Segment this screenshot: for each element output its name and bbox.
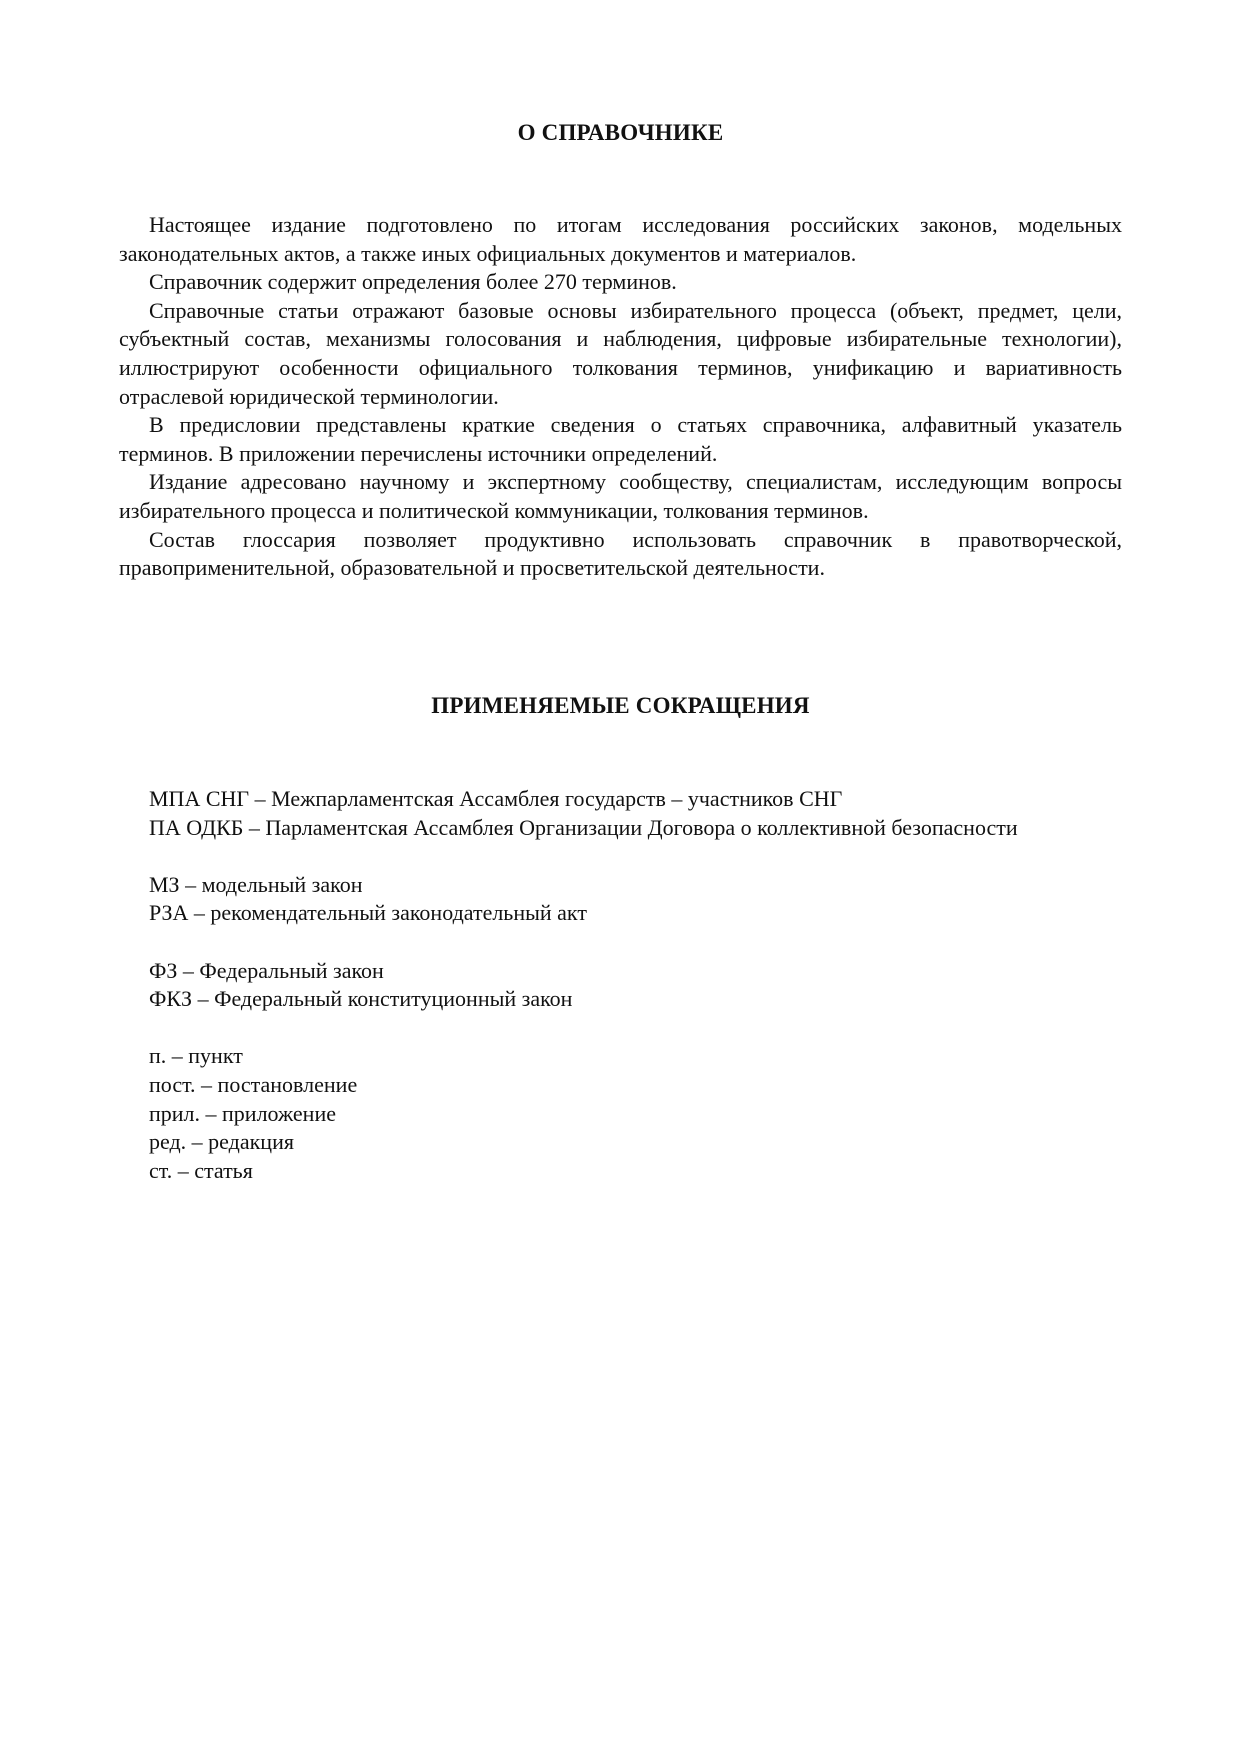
about-paragraph: Состав глоссария позволяет продуктивно использовать справочник в правотворческой, правоприменительной, образовательной и просветительской деятельности. [119,526,1122,581]
abbreviation-item: прил. – приложение [149,1100,336,1126]
abbreviation-item: ред. – редакция [149,1129,294,1155]
about-paragraph: Справочные статьи отражают базовые основы избирательного процесса (объект, предмет, цели, субъектный состав, механизмы голосования и наблюдения, цифровые избирательные технологии), иллюстрируют особенности официального толкования терминов, унификацию и вариативность отраслевой юридической терминологии. [119,297,1122,409]
abbreviation-item: МПА СНГ – Межпарламентская Ассамблея государств – участников СНГ [149,786,843,811]
about-paragraph: Издание адресовано научному и экспертному сообществу, специалистам, исследующим вопросы избирательного процесса и политической коммуникации, толкования терминов. [119,469,1122,523]
abbreviation-item: РЗА – рекомендательный законодательный акт [149,900,587,926]
abbreviation-item: МЗ – модельный закон [149,871,363,897]
abbreviation-item: ФЗ – Федеральный закон [149,957,384,983]
abbreviation-group-organizations [119,785,1122,842]
about-paragraph: Настоящее издание подготовлено по итогам исследования российских законов, модельных законодательных актов, а также иных официальных документов и материалов. [119,212,1122,266]
abbreviation-item: п. – пункт [149,1043,243,1069]
abbreviation-item: ПА ОДКБ – Парламентская Ассамблея Организации Договора о коллективной безопасности [149,814,1018,840]
about-paragraph: Справочник содержит определения более 270 терминов. [149,269,677,295]
about-body [119,211,1122,583]
abbreviation-item: ФКЗ – Федеральный конституционный закон [149,986,573,1012]
abbreviation-group-federal-laws [119,957,1122,1014]
about-paragraph: В предисловии представлены краткие сведения о статьях справочника, алфавитный указатель терминов. В приложении перечислены источники определений. [119,412,1122,466]
abbreviations-heading: ПРИМЕНЯЕМЫЕ СОКРАЩЕНИЯ [431,693,810,718]
abbreviation-group-short-forms [119,1042,1122,1185]
abbreviation-item: пост. – постановление [149,1071,358,1097]
abbreviations-list [119,785,1122,1214]
abbreviation-group-model-acts [119,871,1122,928]
abbreviation-item: ст. – статья [149,1157,253,1183]
about-heading: О СПРАВОЧНИКЕ [517,120,724,145]
